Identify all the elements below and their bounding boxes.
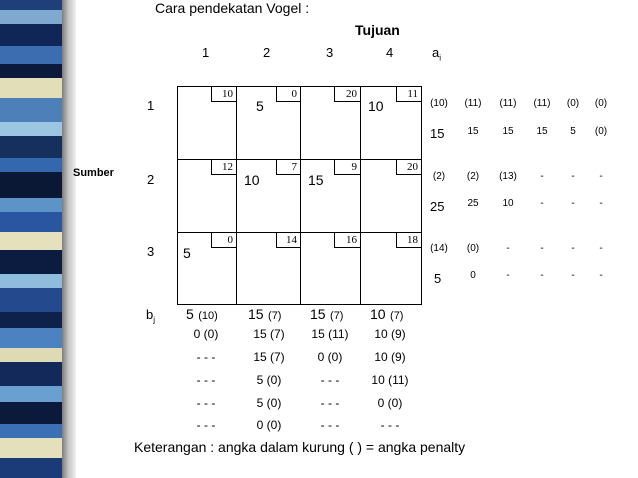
penalty-value: (0): [566, 98, 580, 109]
iteration-value: - - -: [320, 373, 340, 387]
cost-box: 20: [334, 86, 361, 102]
penalty-value: 15: [536, 126, 548, 137]
penalty-value: -: [506, 270, 510, 281]
iteration-value: - - -: [380, 418, 400, 432]
iteration-value: - - -: [196, 396, 216, 410]
cost-box: 14: [276, 232, 301, 248]
iteration-value: 5 (0): [256, 396, 282, 410]
iteration-value: 10 (9): [374, 350, 406, 364]
iteration-value: - - -: [196, 373, 216, 387]
penalty-value: -: [571, 243, 575, 254]
demand-value: 15 (7): [310, 306, 344, 322]
iteration-value: 0 (0): [377, 396, 403, 410]
supply-value: 25: [430, 199, 445, 214]
penalty-value: -: [599, 270, 603, 281]
iteration-value: 0 (0): [256, 418, 282, 432]
allocation: 5: [183, 245, 191, 261]
iteration-value: 10 (9): [374, 327, 406, 341]
cost-box: 11: [396, 86, 422, 102]
iteration-value: - - -: [196, 350, 216, 364]
penalty-value: (0): [594, 98, 608, 109]
row-header-2: 2: [147, 172, 155, 187]
penalty-value: -: [599, 198, 603, 209]
penalty-value: 25: [467, 198, 479, 209]
penalty-value: 15: [467, 126, 479, 137]
penalty-value: -: [571, 171, 575, 182]
cost-box: 10: [211, 86, 237, 102]
strip-shadow: [62, 0, 76, 478]
penalty-value: (2): [432, 171, 446, 182]
penalty-value: (13): [499, 171, 517, 182]
penalty-value: -: [540, 270, 544, 281]
col-header-3: 3: [326, 45, 334, 60]
sumber-label: Sumber: [73, 167, 114, 179]
iteration-value: 0 (0): [317, 350, 343, 364]
demand-header: $b_j$: [146, 307, 156, 325]
supply-value: 15: [430, 126, 445, 141]
cost-box: 16: [334, 232, 361, 248]
cost-box: 18: [396, 232, 422, 248]
penalty-value: (11): [464, 98, 482, 109]
penalty-value: -: [540, 198, 544, 209]
col-header-1: 1: [202, 45, 210, 60]
penalty-value: (14): [430, 243, 448, 254]
penalty-value: (10): [430, 98, 448, 109]
page-title: Cara pendekatan Vogel :: [155, 0, 310, 16]
penalty-value: -: [506, 243, 510, 254]
penalty-value: -: [540, 243, 544, 254]
allocation: 10: [368, 98, 384, 114]
iteration-value: 15 (7): [253, 327, 285, 341]
supply-header: $a_i$: [432, 45, 442, 63]
iteration-value: 15 (7): [253, 350, 285, 364]
footnote: Keterangan : angka dalam kurung ( ) = angka penalty: [134, 439, 466, 455]
penalty-value: 5: [570, 126, 576, 137]
col-header-4: 4: [386, 45, 394, 60]
cost-box: 7: [276, 159, 301, 175]
penalty-value: (11): [499, 98, 517, 109]
cost-box: 12: [211, 159, 237, 175]
cost-box: 9: [334, 159, 361, 175]
iteration-value: 10 (11): [371, 373, 409, 387]
row-header-3: 3: [147, 244, 155, 259]
demand-value: 5 (10): [186, 306, 218, 322]
iteration-value: - - -: [320, 418, 340, 432]
penalty-value: -: [540, 171, 544, 182]
penalty-value: -: [571, 270, 575, 281]
penalty-value: 15: [502, 126, 514, 137]
penalty-value: (0): [466, 243, 480, 254]
row-header-1: 1: [147, 98, 155, 113]
penalty-value: (2): [466, 171, 480, 182]
demand-value: 10 (7): [370, 306, 404, 322]
penalty-value: (0): [594, 126, 608, 137]
penalty-value: -: [571, 198, 575, 209]
supply-value: 5: [434, 271, 442, 286]
penalty-value: 10: [502, 198, 514, 209]
allocation: 10: [244, 172, 260, 188]
iteration-value: - - -: [196, 418, 216, 432]
allocation: 5: [256, 98, 264, 114]
cost-box: 0: [211, 232, 237, 248]
tujuan-label: Tujuan: [355, 22, 400, 38]
penalty-value: -: [599, 171, 603, 182]
iteration-value: 15 (11): [311, 327, 349, 341]
penalty-value: -: [599, 243, 603, 254]
penalty-value: (11): [533, 98, 551, 109]
iteration-value: - - -: [320, 396, 340, 410]
allocation: 15: [308, 172, 324, 188]
decorative-side-strip: [0, 0, 62, 478]
cost-box: 20: [396, 159, 422, 175]
cost-box: 0: [276, 86, 301, 102]
iteration-value: 0 (0): [193, 327, 219, 341]
col-header-2: 2: [263, 45, 271, 60]
demand-value: 15 (7): [248, 306, 282, 322]
iteration-value: 5 (0): [256, 373, 282, 387]
penalty-value: 0: [470, 270, 476, 281]
